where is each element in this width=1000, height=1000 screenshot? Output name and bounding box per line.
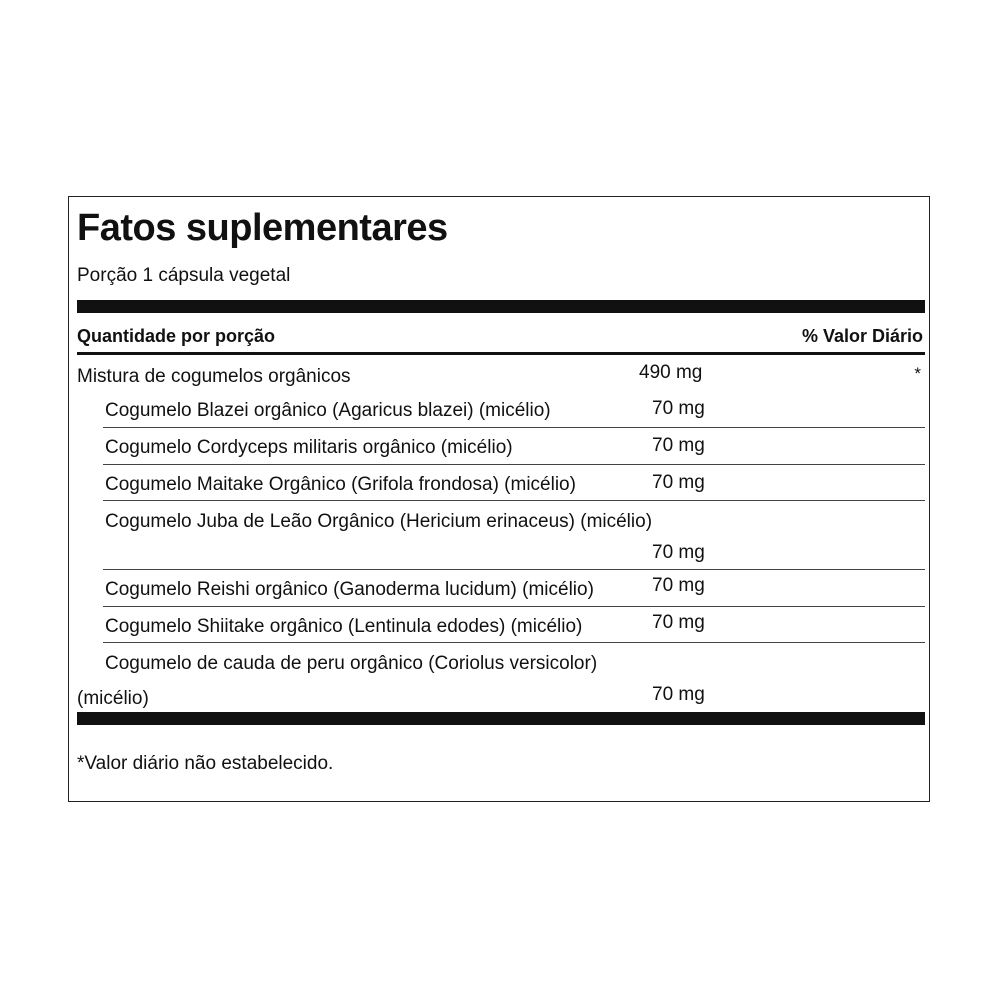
ingredient-name-line1: Cogumelo de cauda de peru orgânico (Coriolus versicolor) <box>105 653 598 674</box>
daily-value-header: % Valor Diário <box>801 326 923 346</box>
ingredient-amount: 70 mg <box>652 684 705 705</box>
ingredient-name: Cogumelo Reishi orgânico (Ganoderma lucidum) (micélio) <box>105 579 594 600</box>
supplement-facts-panel <box>68 196 930 802</box>
row-divider <box>103 500 925 501</box>
ingredient-name: Cogumelo Shiitake orgânico (Lentinula edodes) (micélio) <box>105 616 583 637</box>
blend-daily-value: * <box>914 364 921 383</box>
ingredient-name: Cogumelo Juba de Leão Orgânico (Hericium erinaceus) (micélio) <box>105 511 653 532</box>
ingredient-name: Cogumelo Blazei orgânico (Agaricus blazei) (micélio) <box>105 400 551 421</box>
ingredient-name: Cogumelo Maitake Orgânico (Grifola frondosa) (micélio) <box>105 474 576 495</box>
row-divider <box>103 464 925 465</box>
ingredient-name-line2: (micélio) <box>77 688 149 709</box>
serving-size: Porção 1 cápsula vegetal <box>77 265 291 286</box>
footnote: *Valor diário não estabelecido. <box>77 753 334 774</box>
blend-amount: 490 mg <box>639 362 703 383</box>
amount-per-serving-header: Quantidade por porção <box>77 326 276 346</box>
row-divider <box>103 427 925 428</box>
bottom-thick-rule <box>77 712 925 725</box>
header-rule <box>77 352 925 355</box>
row-divider <box>103 569 925 570</box>
ingredient-amount: 70 mg <box>652 472 705 493</box>
row-divider <box>103 642 925 643</box>
row-divider <box>103 606 925 607</box>
ingredient-amount: 70 mg <box>652 542 705 563</box>
ingredient-amount: 70 mg <box>652 398 705 419</box>
top-thick-rule <box>77 300 925 313</box>
panel-title: Fatos suplementares <box>77 207 448 249</box>
blend-name: Mistura de cogumelos orgânicos <box>77 366 351 387</box>
ingredient-amount: 70 mg <box>652 435 705 456</box>
ingredient-amount: 70 mg <box>652 575 705 596</box>
ingredient-amount: 70 mg <box>652 612 705 633</box>
ingredient-name: Cogumelo Cordyceps militaris orgânico (micélio) <box>105 437 513 458</box>
